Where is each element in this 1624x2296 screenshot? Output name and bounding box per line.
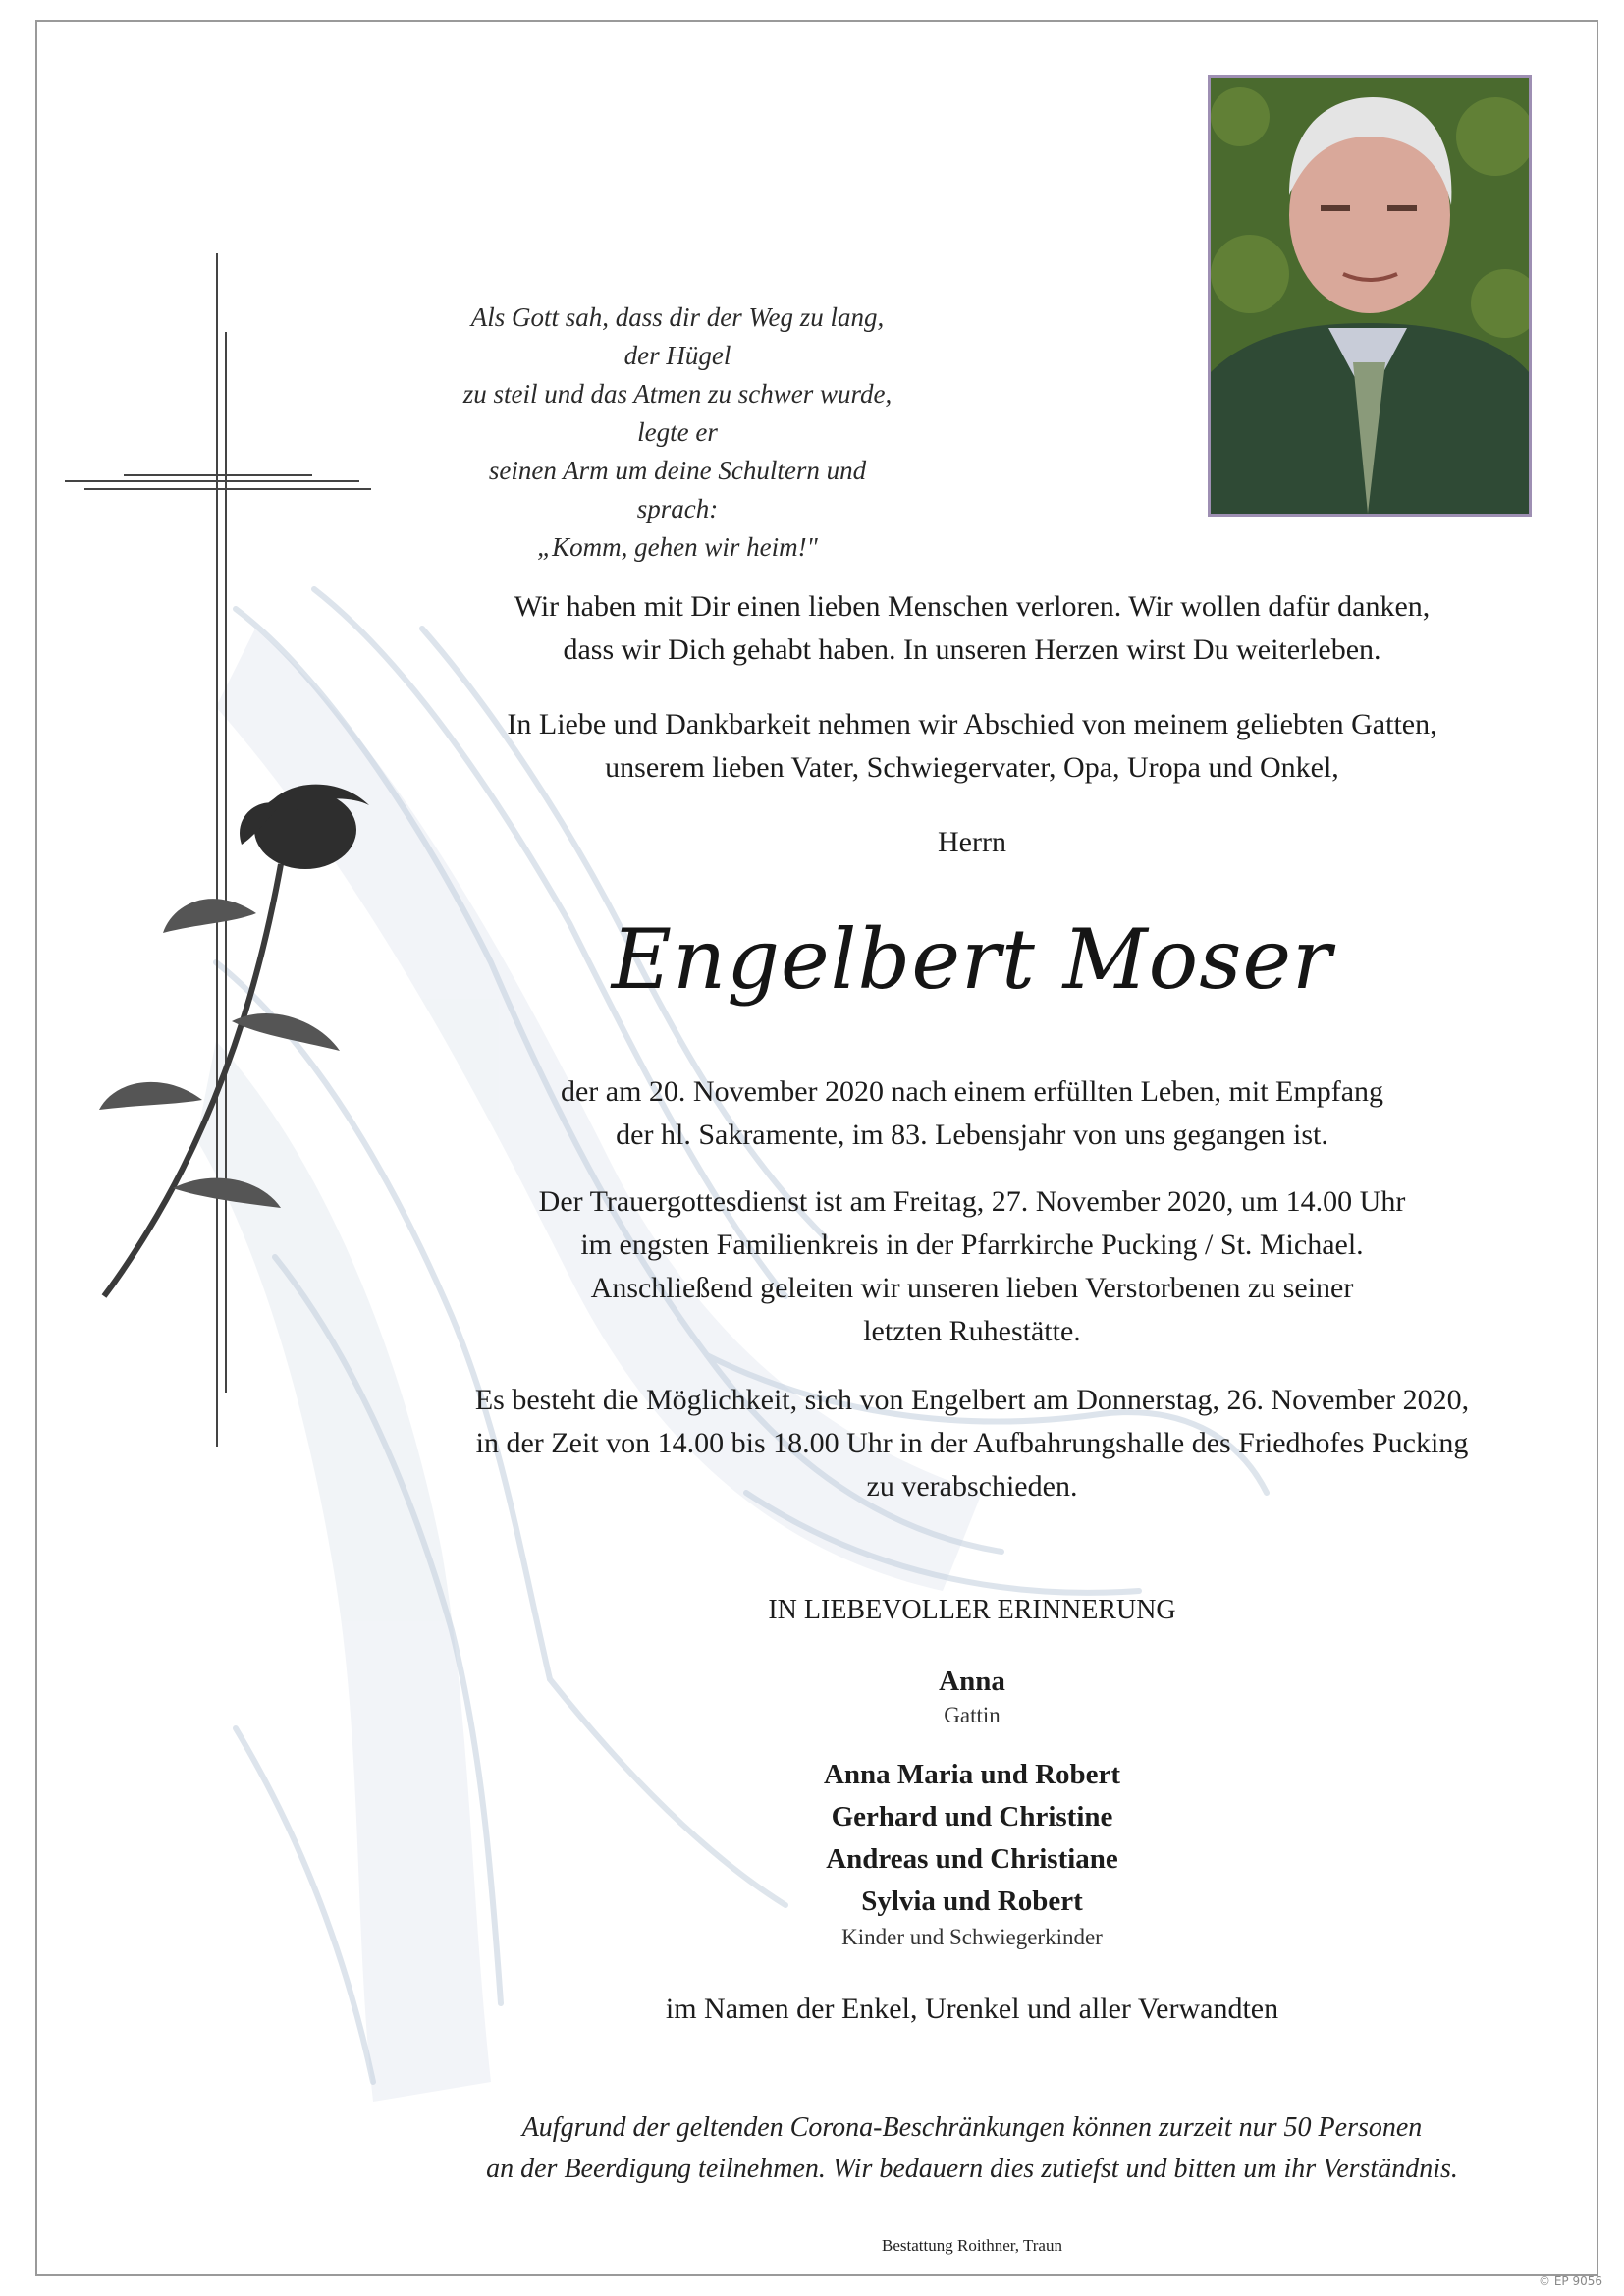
corona-line: an der Beerdigung teilnehmen. Wir bedauern dies zutiefst und bitten um ihr Verständnis. (486, 2154, 1458, 2184)
service-line: Anschließend geleiten wir unseren lieben Verstorbenen zu seiner (590, 1272, 1354, 1304)
viewing-line: Es besteht die Möglichkeit, sich von Engelbert am Donnerstag, 26. November 2020, (474, 1384, 1470, 1416)
salutation (393, 821, 1551, 864)
child-line: Andreas und Christiane (826, 1843, 1118, 1875)
memory-heading-text: IN LIEBEVOLLER ERINNERUNG (768, 1595, 1176, 1625)
poem (461, 299, 893, 567)
child-line: Gerhard und Christine (831, 1801, 1113, 1832)
portrait-photo (1208, 75, 1532, 517)
undertaker: Bestattung Roithner, Traun (882, 2236, 1062, 2255)
print-code: © EP 9056 (1539, 2274, 1602, 2288)
service-line: letzten Ruhestätte. (863, 1315, 1081, 1347)
portrait-illustration (1211, 78, 1529, 514)
intro-line: Wir haben mit Dir einen lieben Menschen verloren. Wir wollen dafür danken, (514, 590, 1431, 623)
spouse-role: Gattin (944, 1703, 1001, 1727)
poem-line: Als Gott sah, dass dir der Weg zu lang, der Hügel (470, 302, 885, 370)
service-line: Der Trauergottesdienst ist am Freitag, 27. November 2020, um 14.00 Uhr (538, 1185, 1406, 1218)
poem-line: „Komm, gehen wir heim!" (537, 532, 818, 562)
death-line: der hl. Sakramente, im 83. Lebensjahr von uns gegangen ist. (616, 1119, 1328, 1151)
viewing-line: in der Zeit von 14.00 bis 18.00 Uhr in der Aufbahrungshalle des Friedhofes Pucking (475, 1427, 1469, 1459)
viewing-line: zu verabschieden. (866, 1470, 1078, 1503)
memory-heading (393, 1589, 1551, 1632)
intro-text (393, 585, 1551, 672)
relatives (393, 1988, 1551, 2031)
child-line: Anna Maria und Robert (823, 1759, 1121, 1790)
corona-line: Aufgrund der geltenden Corona-Beschränkungen können zurzeit nur 50 Personen (521, 2112, 1423, 2143)
deceased-name: Engelbert Moser (611, 911, 1333, 1008)
viewing-text (393, 1379, 1551, 1508)
children-role: Kinder und Schwiegerkinder (841, 1925, 1103, 1949)
intro-line: dass wir Dich gehabt haben. In unseren Herzen wirst Du weiterleben. (563, 633, 1381, 666)
service-line: im engsten Familienkreis in der Pfarrkirche Pucking / St. Michael. (580, 1229, 1364, 1261)
salutation-text: Herrn (938, 826, 1006, 858)
farewell-line: unserem lieben Vater, Schwiegervater, Opa, Uropa und Onkel, (605, 751, 1339, 784)
service-text (393, 1180, 1551, 1353)
rose-icon (94, 776, 389, 1306)
farewell-text (393, 703, 1551, 790)
farewell-line: In Liebe und Dankbarkeit nehmen wir Abschied von meinem geliebten Gatten, (507, 708, 1437, 740)
child-line: Sylvia und Robert (861, 1886, 1083, 1917)
relatives-text: im Namen der Enkel, Urenkel und aller Verwandten (665, 1993, 1279, 2025)
death-text (393, 1070, 1551, 1157)
death-line: der am 20. November 2020 nach einem erfüllten Leben, mit Empfang (560, 1075, 1384, 1108)
children-block (393, 1754, 1551, 1952)
corona-notice (393, 2107, 1551, 2190)
poem-line: seinen Arm um deine Schultern und sprach: (488, 456, 867, 523)
spouse-name: Anna (939, 1666, 1005, 1697)
poem-line: zu steil und das Atmen zu schwer wurde, legte er (462, 379, 893, 447)
spouse-block (393, 1662, 1551, 1730)
